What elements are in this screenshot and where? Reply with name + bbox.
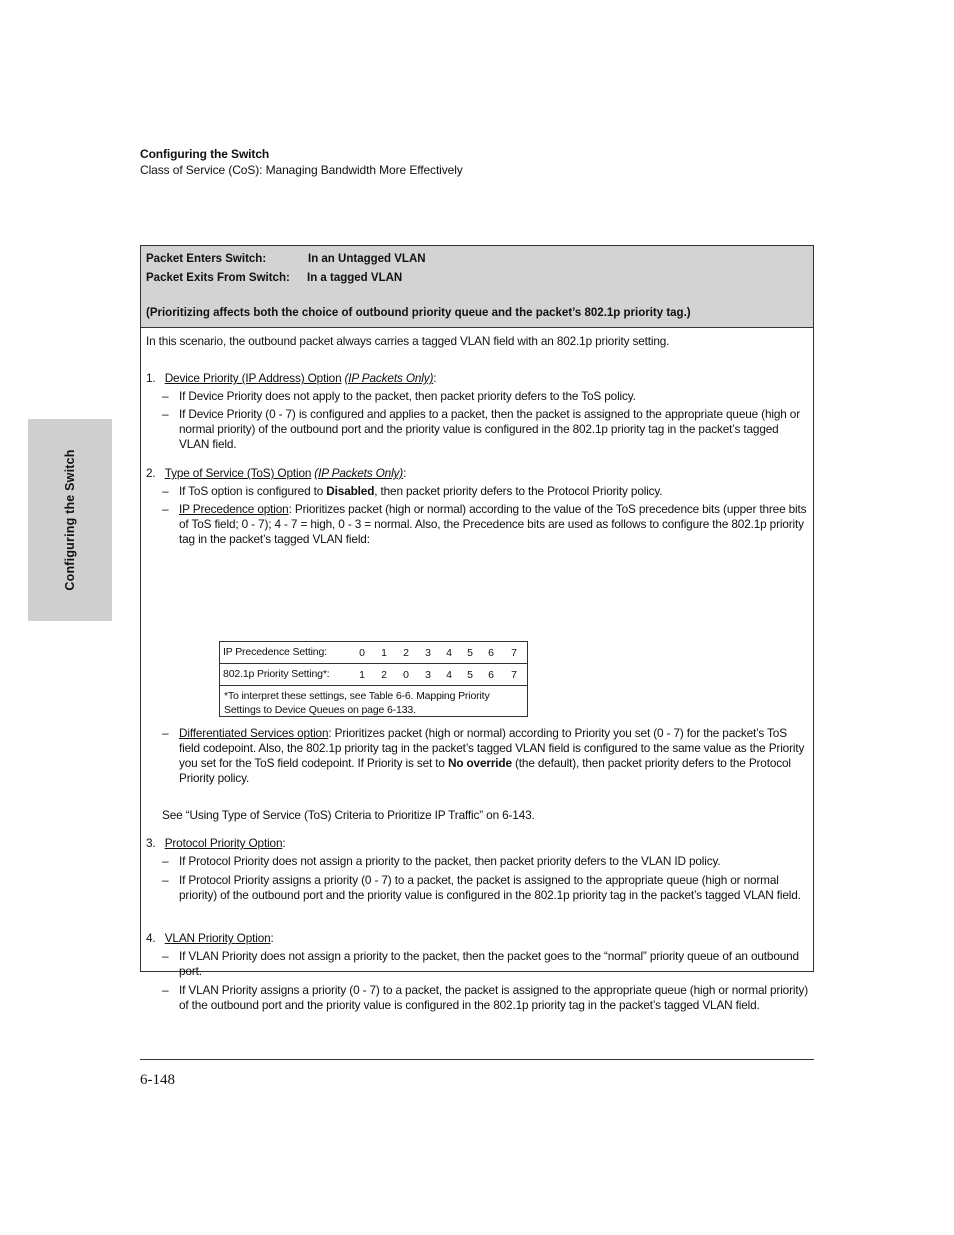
table-cell: 0 bbox=[403, 669, 409, 681]
dash-bullet: – bbox=[162, 726, 169, 740]
text-run: : Prioritizes packet (high or normal) according to Priority you set (0 - 7) for the packet’s ToS field codepoint. Also, the 802.1p priority tag in the packet’s tagged VLAN field is configured to the same value as the Priority you set for the ToS field codepoint. If Priority is set to bbox=[179, 726, 805, 770]
enters-value: In an Untagged VLAN bbox=[308, 253, 426, 265]
bullet-text bbox=[179, 484, 808, 499]
list-item bbox=[162, 726, 808, 786]
table-cell: 2 bbox=[381, 669, 387, 681]
table-row bbox=[220, 642, 527, 664]
bullet-text: If Protocol Priority assigns a priority (0 - 7) to a packet, the packet is assigned to the appropriate queue (high or normal priority) of the outbound port and the priority value is configured in the 802.1p priority tag in the packet’s tagged VLAN field. bbox=[179, 873, 801, 902]
ip-precedence-link: IP Precedence option bbox=[179, 502, 289, 516]
bullet-text: If Protocol Priority does not assign a priority to the packet, then packet priority defers to the VLAN ID policy. bbox=[179, 854, 721, 868]
bold-text: Disabled bbox=[326, 484, 375, 498]
table-cell: 3 bbox=[425, 669, 431, 681]
bullet-text bbox=[179, 502, 808, 547]
section-subtitle: Class of Service (CoS): Managing Bandwidth More Effectively bbox=[140, 163, 463, 177]
item-1-heading bbox=[146, 371, 436, 386]
list-item bbox=[162, 484, 808, 499]
list-item bbox=[162, 854, 808, 869]
text-run: If ToS option is configured to bbox=[179, 484, 327, 498]
table-cell: 4 bbox=[446, 647, 452, 659]
precedence-table bbox=[219, 641, 528, 717]
table-cell: 5 bbox=[467, 669, 473, 681]
list-item bbox=[162, 873, 808, 903]
item-colon: : bbox=[282, 836, 286, 850]
bullet-text: If Device Priority (0 - 7) is configured and applies to a packet, then the packet is assigned to the appropriate queue (high or normal priority) of the outbound port and the priority value is configured in the 802.1p priority tag in the packet’s tagged VLAN field. bbox=[179, 407, 800, 451]
section-title: Configuring the Switch bbox=[140, 147, 270, 161]
table-cell: 7 bbox=[511, 669, 517, 681]
list-item bbox=[162, 502, 808, 547]
scenario-note: (Prioritizing affects both the choice of outbound priority queue and the packet’s 802.1p priority tag.) bbox=[146, 307, 691, 319]
table-cell: 1 bbox=[381, 647, 387, 659]
item-colon: : bbox=[270, 931, 274, 945]
bullet-text bbox=[179, 726, 808, 786]
table-cell: 4 bbox=[446, 669, 452, 681]
table-cell: 5 bbox=[467, 647, 473, 659]
exits-label: Packet Exits From Switch: bbox=[146, 272, 290, 284]
row-label: 802.1p Priority Setting*: bbox=[223, 668, 330, 680]
exits-value: In a tagged VLAN bbox=[307, 272, 403, 284]
bullet-text: If VLAN Priority assigns a priority (0 - 7) to a packet, the packet is assigned to the appropriate queue (high or normal priority) of the outbound port and the priority value is configured in the 802.1p priority tag in the packet’s tagged VLAN field. bbox=[179, 983, 808, 1012]
bullet-text: If Device Priority does not apply to the packet, then packet priority defers to the ToS policy. bbox=[179, 389, 636, 403]
item-number: 1. bbox=[146, 371, 156, 385]
row-label: IP Precedence Setting: bbox=[223, 646, 327, 658]
list-item bbox=[162, 983, 808, 1013]
enters-label: Packet Enters Switch: bbox=[146, 253, 267, 265]
bold-text: No override bbox=[447, 756, 512, 770]
scenario-header bbox=[141, 246, 813, 328]
dash-bullet: – bbox=[162, 484, 169, 498]
item-2-heading bbox=[146, 466, 406, 481]
item-title: VLAN Priority Option bbox=[164, 931, 271, 945]
side-tab bbox=[28, 419, 112, 621]
item-title: Type of Service (ToS) Option bbox=[164, 466, 312, 480]
text-run: : Prioritizes packet (high or normal) according to the value of the ToS precedence bits (upper three bits of ToS field; 0 - 7); 4 - 7 = high, 0 - 3 = normal. Also, the Precedence bits are used as follows to configure the 802.1p priority tag in the packet’s tagged VLAN field: bbox=[179, 502, 807, 546]
item-number: 4. bbox=[146, 931, 156, 945]
table-row bbox=[220, 664, 527, 686]
list-item bbox=[162, 389, 808, 404]
item-colon: : bbox=[403, 466, 407, 480]
item-number: 2. bbox=[146, 466, 156, 480]
text-run: , then packet priority defers to the Protocol Priority policy. bbox=[374, 484, 663, 498]
table-cell: 3 bbox=[425, 647, 431, 659]
table-cell: 7 bbox=[511, 647, 517, 659]
table-cell: 0 bbox=[359, 647, 365, 659]
dash-bullet: – bbox=[162, 389, 169, 403]
side-tab-label: Configuring the Switch bbox=[63, 449, 77, 591]
dash-bullet: – bbox=[162, 983, 169, 997]
dash-bullet: – bbox=[162, 407, 169, 421]
intro-text: In this scenario, the outbound packet always carries a tagged VLAN field with an 802.1p priority setting. bbox=[146, 334, 670, 348]
table-cell: 2 bbox=[403, 647, 409, 659]
item-number: 3. bbox=[146, 836, 156, 850]
table-cell: 6 bbox=[488, 669, 494, 681]
item-colon: : bbox=[433, 371, 437, 385]
text-run: (the default), then packet priority defers to the Protocol Priority policy. bbox=[179, 756, 791, 785]
list-item bbox=[162, 949, 808, 979]
diffserv-link: Differentiated Services option bbox=[179, 726, 329, 740]
dash-bullet: – bbox=[162, 854, 169, 868]
item-4-heading bbox=[146, 931, 274, 946]
item-qualifier: (IP Packets Only) bbox=[314, 466, 404, 480]
page-number: 6-148 bbox=[140, 1072, 175, 1088]
item-title: Protocol Priority Option bbox=[164, 836, 283, 850]
item-qualifier: (IP Packets Only) bbox=[344, 371, 434, 385]
footer-rule bbox=[140, 1059, 814, 1060]
dash-bullet: – bbox=[162, 873, 169, 887]
table-cell: 6 bbox=[488, 647, 494, 659]
dash-bullet: – bbox=[162, 502, 169, 516]
item-title: Device Priority (IP Address) Option bbox=[164, 371, 342, 385]
table-note: *To interpret these settings, see Table 6-6. Mapping Priority Settings to Device Queues on page 6-133. bbox=[224, 690, 490, 716]
table-cell: 1 bbox=[359, 669, 365, 681]
bullet-text: If VLAN Priority does not assign a priority to the packet, then the packet goes to the “normal” priority queue of an outbound port. bbox=[179, 949, 799, 978]
scenario-box bbox=[140, 245, 814, 1012]
dash-bullet: – bbox=[162, 949, 169, 963]
running-header bbox=[140, 147, 463, 177]
see-reference: See “Using Type of Service (ToS) Criteria to Prioritize IP Traffic” on 6-143. bbox=[162, 808, 535, 822]
list-item bbox=[162, 407, 808, 452]
item-3-heading bbox=[146, 836, 286, 851]
